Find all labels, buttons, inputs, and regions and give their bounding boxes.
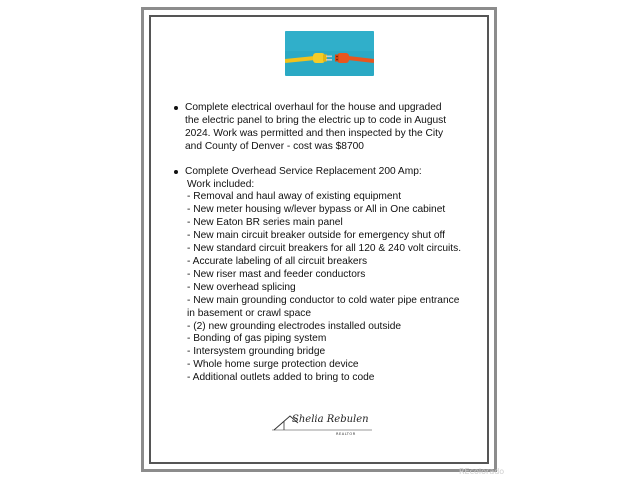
bullet-line: Complete electrical overhaul for the house and upgraded <box>185 102 442 113</box>
list-item: - New overhead splicing <box>187 281 296 293</box>
list-item: - Removal and haul away of existing equipment <box>187 191 402 203</box>
list-item: - Accurate labeling of all circuit breakers <box>187 255 368 267</box>
realtor-signature-logo <box>268 403 378 437</box>
bullet-panel-upgrade <box>170 102 470 154</box>
list-item: - (2) new grounding electrodes installed outside <box>187 320 402 332</box>
plugs-image <box>285 31 374 76</box>
list-item: - New standard circuit breakers for all 120 & 240 volt circuits. <box>187 243 462 255</box>
list-item: - Additional outlets added to bring to code <box>187 372 375 384</box>
watermark: REcolorado <box>459 467 505 476</box>
section-subtitle: Work included: <box>187 178 255 190</box>
content <box>170 102 470 385</box>
list-item: - Whole home surge protection device <box>187 359 359 371</box>
list-item: - Bonding of gas piping system <box>187 333 327 345</box>
bullet-line: and County of Denver - cost was $8700 <box>185 140 364 152</box>
svg-text:Shelia Rebulen: Shelia Rebulen <box>292 414 369 425</box>
list-item: - New main circuit breaker outside for emergency shut off <box>187 230 446 242</box>
list-item: - New main grounding conductor to cold water pipe entrance in basement or crawl space <box>187 294 460 319</box>
bullet-line: 2024. Work was permitted and then inspected by the City <box>185 127 444 139</box>
list-item: - Intersystem grounding bridge <box>187 346 326 358</box>
bullet-dot <box>174 106 178 110</box>
bullet-service-replacement <box>170 166 470 385</box>
list-item: - New riser mast and feeder conductors <box>187 268 366 280</box>
svg-text:REALTOR: REALTOR <box>336 432 356 436</box>
bullet-line: the electric panel to bring the electric up to code in August <box>185 114 447 126</box>
list-item: - New Eaton BR series main panel <box>187 217 343 229</box>
bullet-dot <box>174 170 178 174</box>
section-title: Complete Overhead Service Replacement 200 Amp: <box>185 165 422 177</box>
list-item: - New meter housing w/lever bypass or All in One cabinet <box>187 204 446 216</box>
